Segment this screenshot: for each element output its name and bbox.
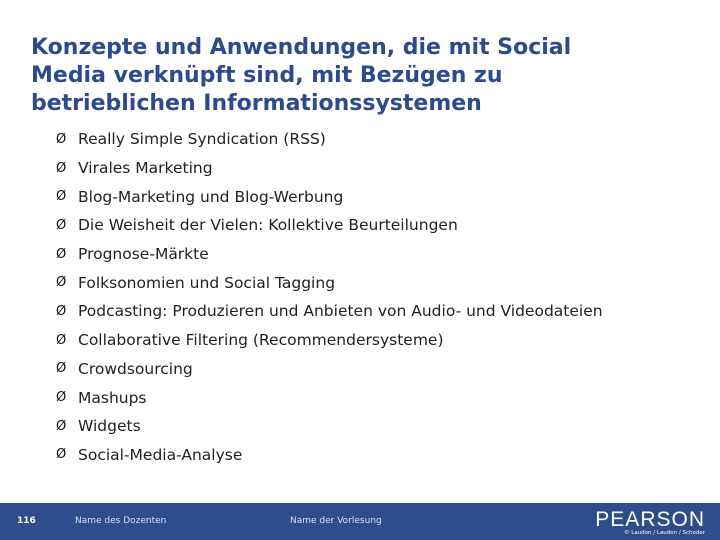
arrow-bullet-icon: Ø [56, 131, 67, 147]
arrow-bullet-icon: Ø [56, 246, 67, 262]
arrow-bullet-icon: Ø [56, 275, 67, 291]
arrow-bullet-icon: Ø [56, 160, 67, 176]
bullet-item [56, 355, 603, 384]
page-number: 116 [17, 516, 36, 526]
lecturer-name: Name des Dozenten [75, 516, 167, 526]
title-line: Media verknüpft sind, mit Bezügen zu [31, 63, 503, 88]
bullet-text: Blog-Marketing und Blog-Werbung [78, 187, 344, 206]
bullet-text: Social-Media-Analyse [78, 445, 243, 464]
arrow-bullet-icon: Ø [56, 361, 67, 377]
lecture-name: Name der Vorlesung [290, 516, 382, 526]
bullet-list [56, 125, 603, 469]
bullet-text: Really Simple Syndication (RSS) [78, 130, 326, 149]
slide-title [31, 34, 691, 118]
bullet-text: Crowdsourcing [78, 359, 193, 378]
bullet-text: Podcasting: Produzieren und Anbieten von Audio- und Videodateien [78, 302, 603, 321]
bullet-item [56, 412, 603, 441]
bullet-text: Virales Marketing [78, 159, 213, 178]
bullet-item [56, 211, 603, 240]
bullet-text: Mashups [78, 388, 147, 407]
bullet-text: Die Weisheit der Vielen: Kollektive Beurteilungen [78, 216, 458, 235]
bullet-item [56, 268, 603, 297]
arrow-bullet-icon: Ø [56, 447, 67, 463]
bullet-item [56, 297, 603, 326]
bullet-item [56, 441, 603, 470]
bullet-item [56, 383, 603, 412]
bullet-text: Folksonomien und Social Tagging [78, 273, 336, 292]
arrow-bullet-icon: Ø [56, 303, 67, 319]
title-line: betrieblichen Informationssystemen [31, 91, 482, 116]
arrow-bullet-icon: Ø [56, 418, 67, 434]
title-line: Konzepte und Anwendungen, die mit Social [31, 35, 572, 60]
footer-bar [0, 503, 720, 540]
bullet-text: Widgets [78, 417, 141, 436]
bullet-item [56, 326, 603, 355]
copyright-text: © Laudon / Laudon / Schoder [624, 530, 705, 536]
bullet-text: Prognose-Märkte [78, 245, 209, 264]
bullet-text: Collaborative Filtering (Recommendersysteme) [78, 331, 444, 350]
arrow-bullet-icon: Ø [56, 332, 67, 348]
bullet-item [56, 182, 603, 211]
bullet-item [56, 154, 603, 183]
bullet-item [56, 240, 603, 269]
pearson-logo: PEARSON [595, 508, 705, 531]
arrow-bullet-icon: Ø [56, 217, 67, 233]
arrow-bullet-icon: Ø [56, 390, 67, 406]
arrow-bullet-icon: Ø [56, 189, 67, 205]
bullet-item [56, 125, 603, 154]
